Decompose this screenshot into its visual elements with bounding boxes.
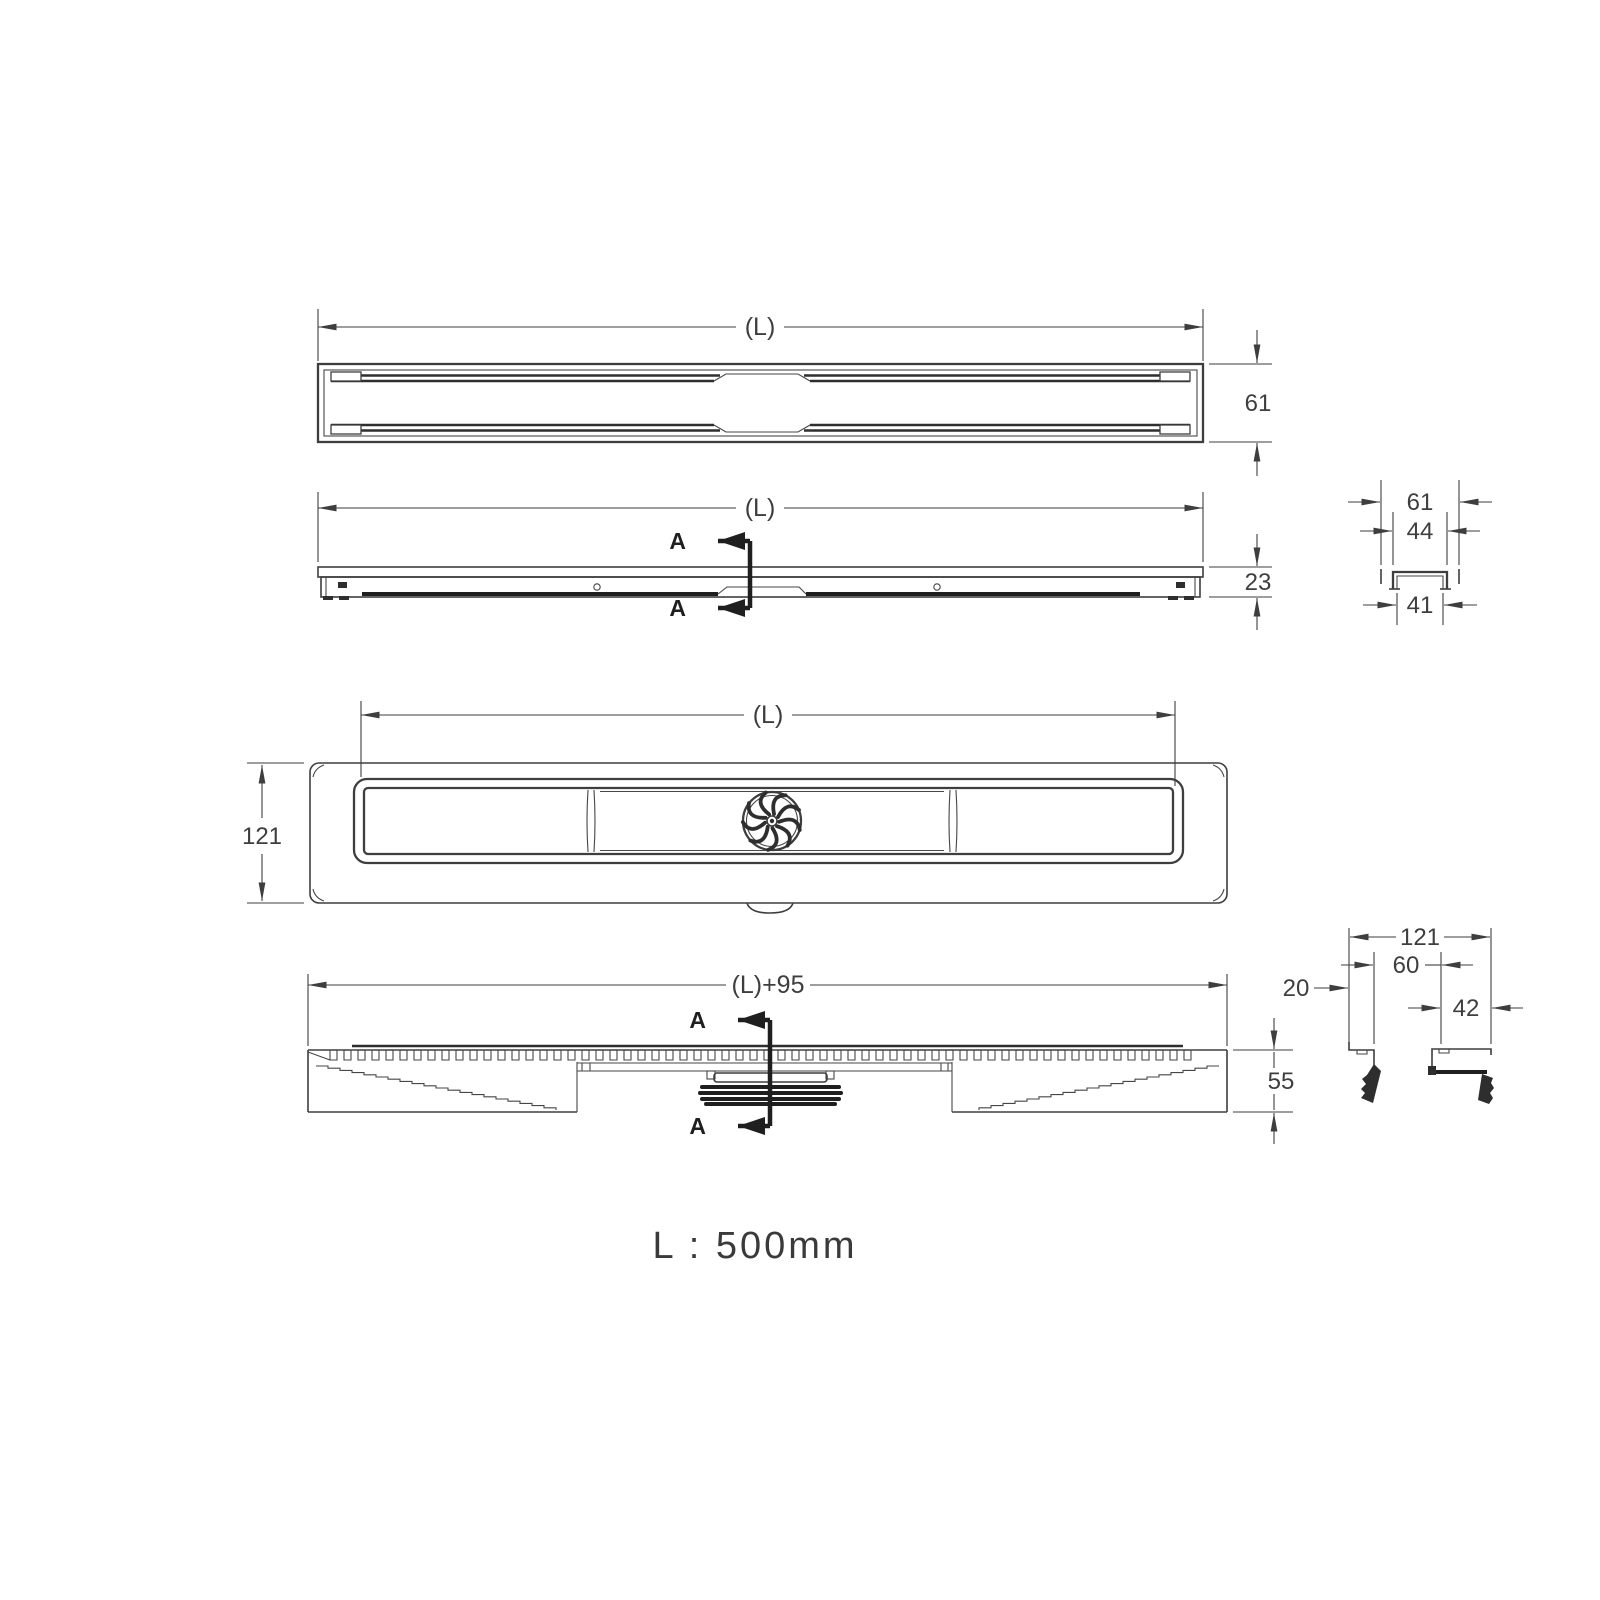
dim-grate-side-height-23 [1209,534,1272,630]
channel-inner-value: 42 [1452,995,1480,1022]
grate-clip-left [338,582,347,588]
dim-grate-height-61 [1209,330,1272,476]
channel-mid-value: 60 [1392,952,1420,979]
section-label-grate-bottom: A [669,595,686,621]
channel-profile-right [1428,1049,1494,1104]
grate-clip-right [1176,582,1185,588]
left-wing-steps [316,1066,556,1110]
view-body-top [242,701,1227,913]
body-corner-tl [313,765,324,777]
body-length-label: (L) [752,701,784,729]
grate-side-height-value: 23 [1244,569,1272,596]
body-corner-tr [1213,765,1224,777]
grate-hole-right [934,584,940,590]
channel-divider-left [587,790,595,852]
grate-bottom-slot [331,425,1190,434]
view-body-side [308,971,1348,1144]
body-outline [310,763,1227,903]
body-side-height-value: 55 [1267,1068,1295,1095]
grate-side-length-label: (L) [744,494,776,522]
dim-grate-inset-20 [1283,975,1348,1002]
dim-grate-side-length [318,492,1203,562]
dim-channel-42 [1408,995,1523,1022]
detail-body-profile [1341,924,1523,1104]
view-grate-top [318,309,1272,476]
dim-body-side-length [308,971,1227,1046]
detail-grate-profile [1348,480,1492,625]
tile-flange-serration [330,1050,1198,1060]
length-spec-text: L : 500mm [652,1225,858,1267]
grate-hole-left [594,584,600,590]
dim-grate-length [318,309,1203,361]
dim-profile-41 [1363,592,1477,619]
right-wing-steps [979,1066,1219,1110]
section-label-body-top: A [689,1007,706,1033]
grate-length-label: (L) [744,313,776,341]
body-outlet-bump [747,903,793,913]
section-cut-grate [669,528,750,621]
dim-body-width-121 [242,763,304,903]
dim-profile-44 [1360,518,1480,545]
body-corner-br [1213,889,1224,901]
section-label-body-bottom: A [689,1113,706,1139]
body-right-wing [952,1050,1227,1112]
profile-mid-value: 44 [1406,518,1434,545]
body-side-length-label: (L)+95 [731,971,805,999]
profile-outer-value: 61 [1406,489,1434,516]
grate-profile-shape [1381,569,1459,589]
section-label-grate-top: A [669,528,686,554]
dim-profile-61 [1348,489,1492,516]
body-corner-bl [313,889,324,901]
drain-rosette [742,792,803,852]
dim-channel-121 [1350,924,1490,951]
channel-outer-value: 121 [1399,924,1441,951]
view-grate-side [318,492,1272,630]
body-width-value: 121 [241,823,283,850]
dim-body-length [361,701,1175,786]
channel-bottom-strip [577,1063,952,1071]
dim-body-side-height-55 [1233,1018,1294,1144]
channel-divider-right [949,790,957,852]
body-channel-opening [364,788,1173,854]
grate-top-slot [331,372,1190,381]
grate-inset-value: 20 [1282,975,1310,1002]
profile-inner-value: 41 [1406,592,1434,619]
grate-height-value: 61 [1244,390,1272,417]
dim-channel-60 [1341,952,1473,979]
channel-profile-left [1349,1042,1381,1103]
grate-side-top-strip [318,567,1203,577]
